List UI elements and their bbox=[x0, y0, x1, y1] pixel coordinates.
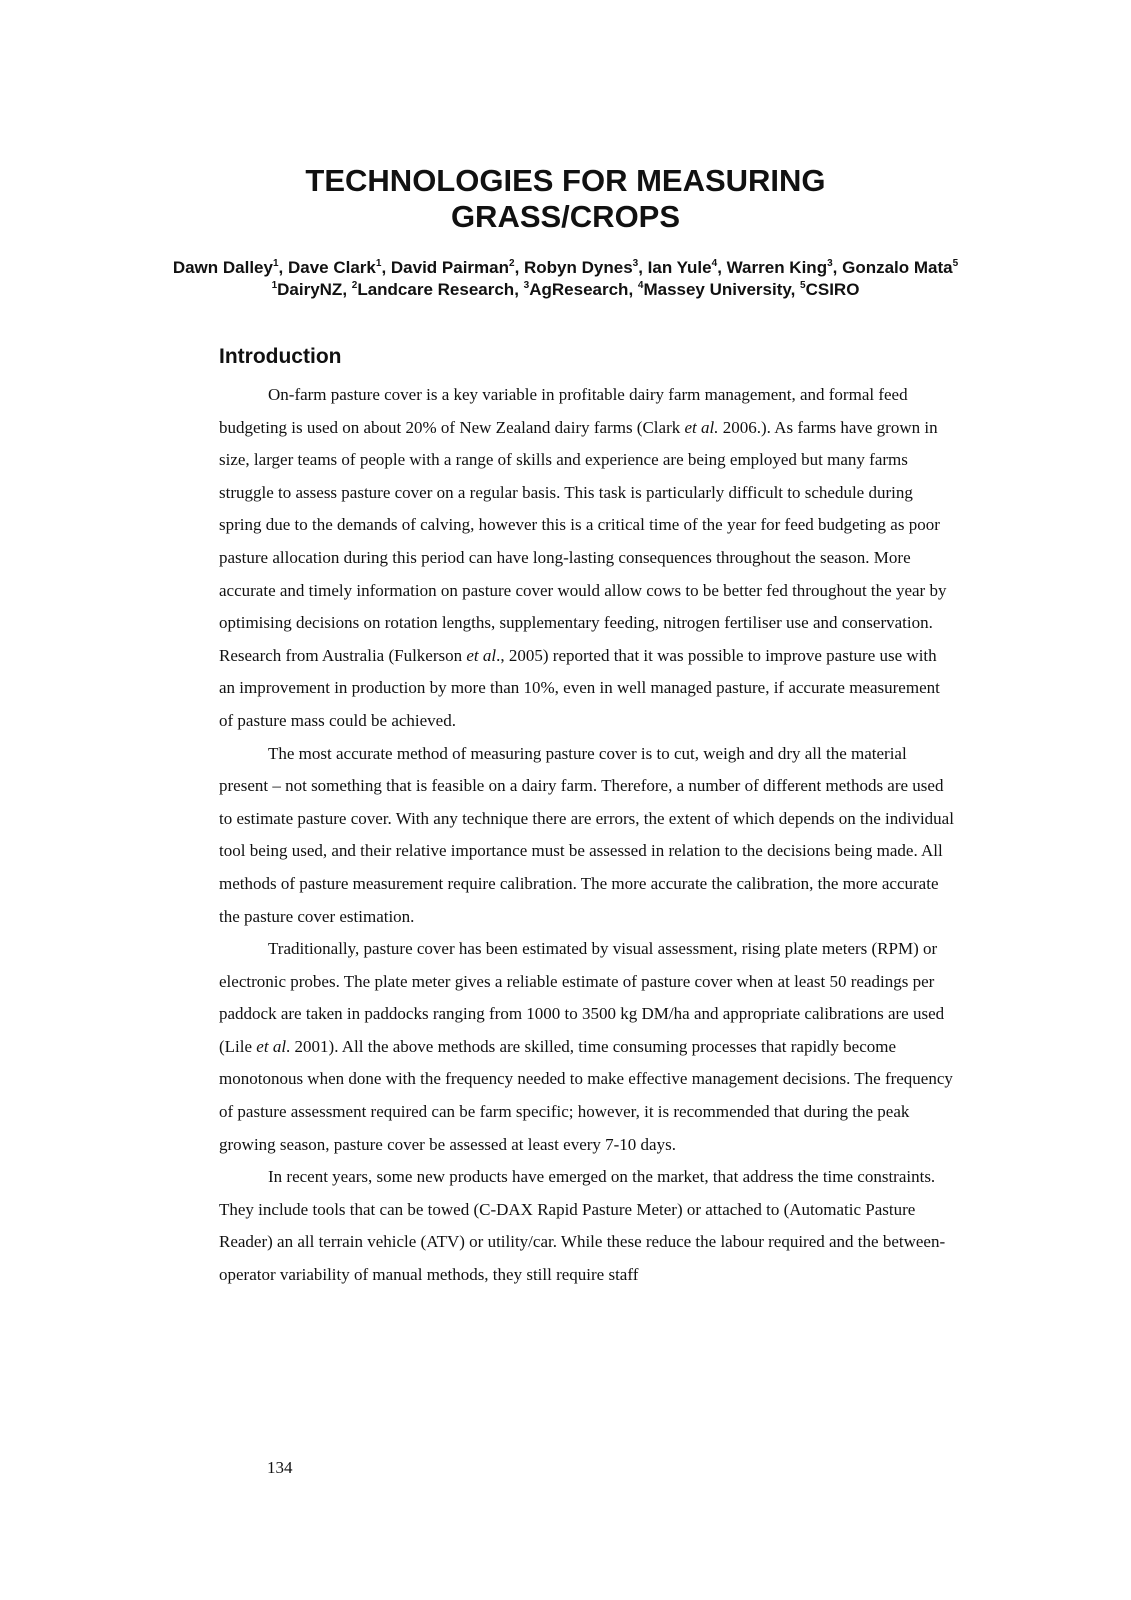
paragraph-3 bbox=[219, 933, 954, 1161]
affiliation-number: 5 bbox=[800, 280, 806, 291]
author-affiliation-mark: 3 bbox=[632, 258, 639, 269]
citation-et-al: et al bbox=[256, 1036, 287, 1056]
affiliation-name: AgResearch bbox=[529, 280, 629, 299]
author-line-1: Dawn Dalley$^1$, Dave Clark$^1$, David Pairman$^2$, Robyn Dynes$^3$, Ian Yule$^4$, Warren King$^3$, Gonzalo Mata$^5$ bbox=[172, 258, 959, 277]
citation-et-al: et al bbox=[466, 645, 497, 665]
section-heading-introduction: Introduction bbox=[219, 345, 342, 368]
author-affiliation-mark: 3 bbox=[827, 258, 833, 269]
author-affiliation-mark: 5 bbox=[952, 258, 959, 269]
author-name: Robyn Dynes bbox=[524, 258, 633, 277]
author-name: Ian Yule bbox=[647, 258, 712, 277]
affiliation-number: 1 bbox=[271, 280, 278, 291]
affiliation-name: Massey University bbox=[643, 280, 791, 299]
paragraph-4: In recent years, some new products have emerged on the market, that address the time constraints. They include tools that can be towed (C-DAX Rapid Pasture Meter) or attached to (Automatic Pasture Reader) an all terrain vehicle (ATV) or utility/car. While these reduce the labour required and the between-operator variability of manual methods, they still require staff bbox=[219, 1167, 946, 1285]
paper-title bbox=[0, 163, 1131, 235]
affiliation-line: $^1$DairyNZ, $^2$Landcare Research, $^3$AgResearch, $^4$Massey University, $^5$CSIRO bbox=[271, 280, 860, 299]
author-block bbox=[0, 257, 1131, 301]
affiliation-number: 4 bbox=[637, 280, 644, 291]
author-name: Warren King bbox=[726, 258, 828, 277]
affiliation-name: Landcare Research bbox=[357, 280, 515, 299]
paragraph-1 bbox=[219, 379, 954, 738]
affiliation-number: 2 bbox=[351, 280, 358, 291]
affiliation-number: 3 bbox=[523, 280, 530, 291]
affiliation-name: CSIRO bbox=[805, 280, 860, 299]
author-affiliation-mark: 1 bbox=[375, 258, 382, 269]
affiliation-name: DairyNZ bbox=[277, 280, 343, 299]
title-line-1: TECHNOLOGIES FOR MEASURING bbox=[305, 163, 826, 198]
title-line-2: GRASS/CROPS bbox=[450, 199, 681, 234]
author-name: David Pairman bbox=[390, 258, 509, 277]
author-affiliation-mark: 2 bbox=[509, 258, 515, 269]
author-affiliation-mark: 1 bbox=[272, 258, 279, 269]
author-name: Dawn Dalley bbox=[172, 258, 273, 277]
page-number: 134 bbox=[267, 1458, 293, 1477]
author-affiliation-mark: 4 bbox=[711, 258, 718, 269]
author-name: Dave Clark bbox=[287, 258, 376, 277]
paragraph-text: 2006.). As farms have grown in size, larger teams of people with a range of skills and experience are being employed but many farms struggle to assess pasture cover on a regular basis. This task is particularly difficult to schedule during spring due to the demands of calving, however this is a critical time of the year for feed budgeting as poor pasture allocation during this period can have long-lasting consequences throughout the season. More accurate and timely information on pasture cover would allow cows to be better fed throughout the year by optimising decisions on rotation lengths, supplementary feeding, nitrogen fertiliser use and conservation. Research from Australia (Fulkerson bbox=[219, 417, 947, 665]
paragraph-2: The most accurate method of measuring pasture cover is to cut, weigh and dry all the material present – not something that is feasible on a dairy farm. Therefore, a number of different methods are used to estimate pasture cover. With any technique there are errors, the extent of which depends on the individual tool being used, and their relative importance must be assessed in relation to the decisions being made. All methods of pasture measurement require calibration. The more accurate the calibration, the more accurate the pasture cover estimation. bbox=[219, 743, 954, 926]
body-text bbox=[219, 379, 954, 1292]
paragraph-text: ., 2005) reported that it was possible to improve pasture use with an improvement in production by more than 10%, even in well managed pasture, if accurate measurement of pasture mass could be achieved. bbox=[219, 645, 940, 730]
citation-et-al: et al. bbox=[684, 417, 719, 437]
paragraph-text: . 2001). All the above methods are skilled, time consuming processes that rapidly become monotonous when done with the frequency needed to make effective management decisions. The frequency of pasture assessment required can be farm specific; however, it is recommended that during the peak growing season, pasture cover be assessed at least every 7-10 days. bbox=[219, 1036, 953, 1154]
paragraph-text: On-farm pasture cover is a key variable in profitable dairy farm management, and formal feed budgeting is used on about 20% of New Zealand dairy farms (Clark bbox=[219, 385, 908, 437]
author-name: Gonzalo Mata bbox=[842, 258, 953, 277]
paragraph-text: Traditionally, pasture cover has been estimated by visual assessment, rising plate meters (RPM) or electronic probes. The plate meter gives a reliable estimate of pasture cover when at least 50 readings per paddock are taken in paddocks ranging from 1000 to 3500 kg DM/ha and appropriate calibrations are used (Lile bbox=[219, 939, 945, 1056]
